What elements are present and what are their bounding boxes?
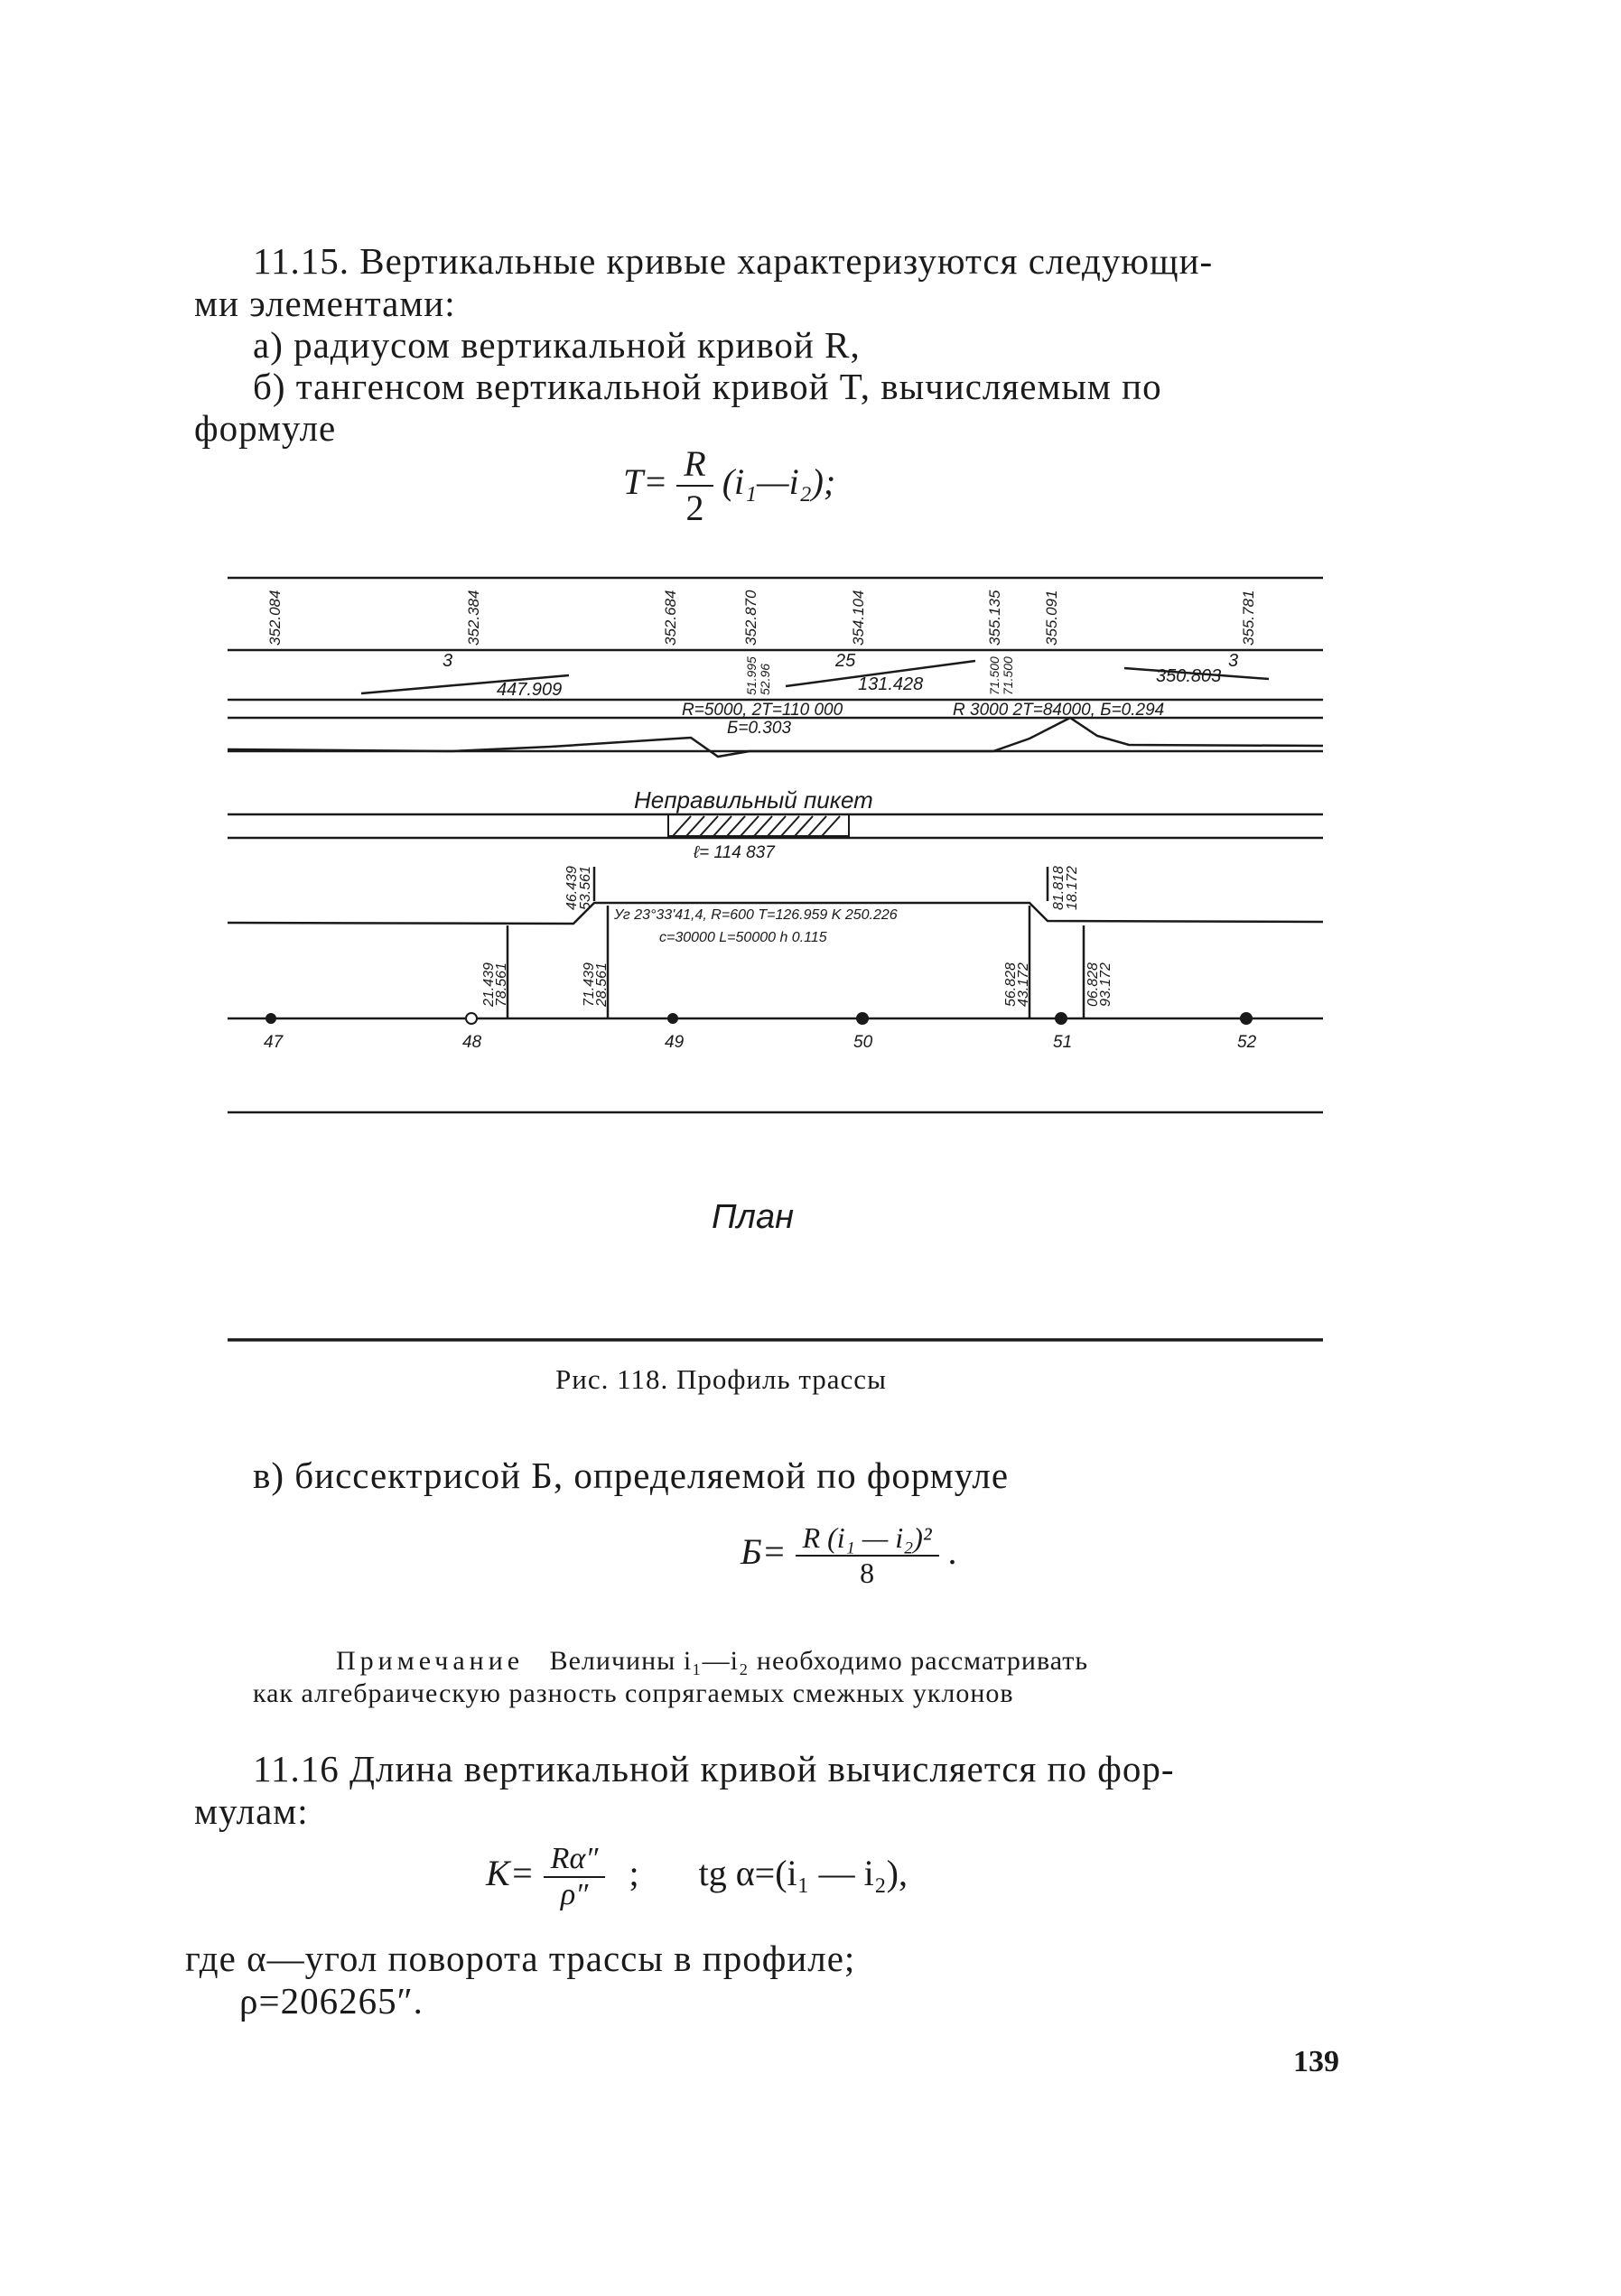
curve1-label: R=5000, 2T=110 000 [682,701,843,720]
para-11-16-line2: мулам: [194,1790,309,1832]
formula-k-numerator: Rα″ [544,1842,606,1878]
plan-lower-4b: 93.172 [1098,962,1113,1007]
note-text-line1: Величины i₁—i₂ необходимо рассматривать [549,1646,1089,1676]
side-elevation-left-1: 51.995 [744,656,759,695]
where-line1: где α—угол поворота трассы в профиле; [185,1938,856,1979]
formula-t-lhs: T= [623,461,668,503]
curve1-bisector: Б=0.303 [727,719,792,738]
side-elevation-right-2: 71.500 [1001,656,1015,695]
formula-curve-length [486,1842,908,1912]
top-elevation-2: 352.384 [465,590,482,646]
top-elevation-3: 352.684 [662,590,679,646]
formula-tg: tg α=(i₁ — i₂), [698,1853,908,1894]
picket-52: 52 [1237,1033,1257,1052]
formula-k-denominator: ρ″ [560,1878,589,1911]
item-b-line1: б) тангенсом вертикальной кривой T, вычисляемым по [253,366,1162,407]
plan-upper-right-2: 18.172 [1065,866,1080,910]
formula-b-lhs: Б= [741,1531,787,1573]
top-elevation-1: 352.084 [266,590,284,646]
curve2-label: R 3000 2T=84000, Б=0.294 [953,701,1165,720]
item-v: в) биссектрисой Б, определяемой по формуле [253,1455,1010,1496]
picket-47: 47 [264,1033,284,1052]
para-11-16-line1: 11.16 Длина вертикальной кривой вычисляется по фор- [253,1748,1175,1789]
plan-label: План [712,1198,795,1236]
item-b-line2: формуле [194,407,337,449]
formula-t-rhs: (i₁—i₂); [722,461,836,503]
plan-upper-left-1: 46.439 [564,866,580,910]
formula-tangent [623,442,835,529]
picket-50: 50 [853,1033,873,1052]
picket-48: 48 [462,1033,482,1052]
plan-lower-1b: 78.561 [494,962,509,1007]
formula-t-numerator: R [676,442,713,487]
grade-left: 3 [443,651,453,671]
top-elevation-5: 354.104 [850,590,867,646]
grade-mid-length: 131.428 [858,674,924,694]
note-line1 [336,1645,1088,1678]
formula-k-separator: ; [629,1853,639,1894]
wrong-picket-label: Неправильный пикет [634,786,873,813]
picket-49: 49 [665,1033,685,1052]
top-elevation-8: 355.781 [1240,590,1257,646]
formula-b-fraction [796,1521,939,1590]
page-number: 139 [1293,2045,1339,2078]
formula-b-numerator: R (i₁ — i₂)² [796,1521,939,1557]
note-label: Примечание [336,1646,525,1676]
plan-lower-2b: 28.561 [594,962,610,1007]
para-11-15-line1: 11.15. Вертикальные кривые характеризуются следующи- [253,240,1214,282]
grade-left-length: 447.909 [497,680,563,700]
top-elevation-6: 355.135 [986,590,1003,646]
picket-51: 51 [1053,1033,1073,1052]
item-a: а) радиусом вертикальной кривой R, [253,324,861,366]
para-11-15-line2: ми элементами: [194,283,456,324]
formula-k-lhs: K= [486,1853,535,1894]
plan-lower-1a: 21.439 [481,962,497,1007]
plan-upper-right-1: 81.818 [1051,866,1067,910]
side-elevation-right-1: 71.500 [987,656,1001,695]
grade-right-length: 350.803 [1156,666,1222,686]
route-profile-figure [217,560,1337,1372]
formula-bisector [741,1521,957,1590]
plan-lower-4a: 06.828 [1085,962,1101,1007]
wrong-picket-value: ℓ= 114 837 [694,843,775,862]
note-line2: как алгебраическую разность сопрягаемых смежных уклонов [253,1678,1014,1708]
side-elevation-left-2: 52.96 [758,663,772,695]
grade-right: 3 [1228,651,1239,671]
top-elevation-7: 355.091 [1043,590,1060,646]
formula-t-fraction [676,442,713,529]
formula-k-fraction [544,1842,606,1912]
plan-upper-left-2: 53.561 [578,866,593,910]
plan-curve-line2: c=30000 L=50000 h 0.115 [659,930,827,945]
formula-t-denominator: 2 [685,488,704,528]
plan-lower-3a: 56.828 [1003,962,1019,1007]
grade-mid: 25 [835,651,856,671]
formula-b-denominator: 8 [860,1557,875,1589]
plan-lower-3b: 43.172 [1016,962,1031,1007]
formula-b-end: . [947,1531,957,1573]
wrong-picket-hatching [673,816,840,836]
plan-curve-line1: Уг 23°33'41,4, R=600 T=126.959 K 250.226 [614,907,898,923]
plan-lower-2a: 71.439 [582,962,597,1007]
top-elevation-4: 352.870 [742,590,759,646]
figure-caption: Рис. 118. Профиль трассы [555,1363,887,1395]
where-line2: ρ=206265″. [239,1980,424,2022]
